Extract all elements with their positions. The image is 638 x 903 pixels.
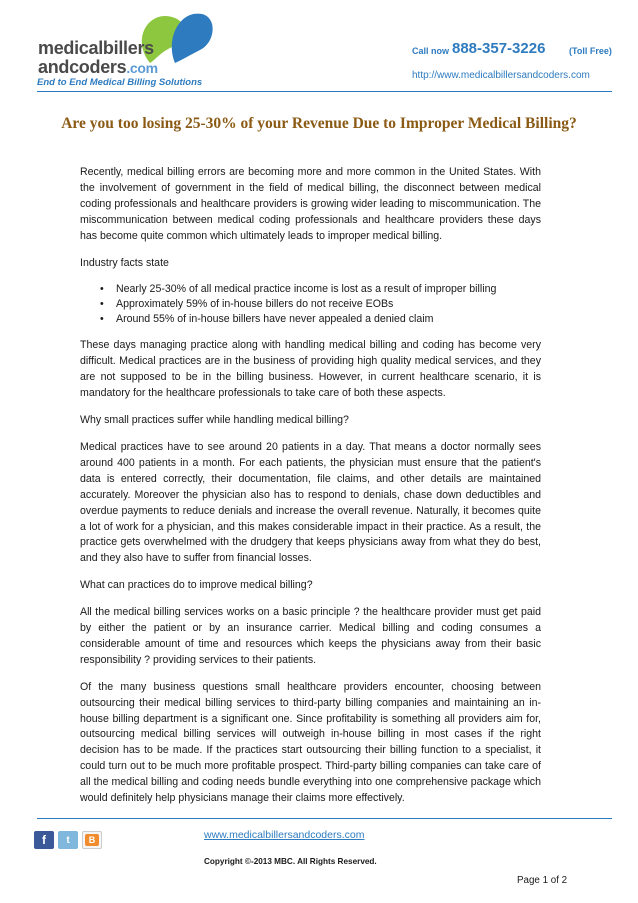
blogger-icon[interactable]: B [82, 831, 102, 849]
tagline: End to End Medical Billing Solutions [37, 77, 203, 88]
call-now-label: Call now [412, 46, 450, 56]
document-title: Are you too losing 25-30% of your Revenue Due to Improper Medical Billing? [61, 115, 577, 132]
footer-divider [37, 818, 612, 819]
paragraph-why-suffer: Why small practices suffer while handling medical billing? [80, 414, 349, 427]
paragraph-outsourcing: Of the many business questions small healthcare providers encounter, choosing between outsourcing their medical billing services to third-party billing companies and maintaining an in-house billing department is a significant one. Since profitability is something all providers aim for, outsourcing medical billing services will outweigh in-house billing in most cases if the right decision has to be made. If the practices start outsourcing their billing function to a specialist, it could turn out to be much more profitable prospect. Third-party billing companies can take care of all the medical billing and coding needs bundle everything into one comprehensive package which would definitely help physicians manage their claims more effectively. [80, 680, 541, 805]
list-item: • Approximately 59% of in-house billers do not receive EOBs [100, 297, 541, 312]
header-website-link[interactable]: http://www.medicalbillersandcoders.com [412, 70, 590, 81]
facts-list [100, 282, 541, 327]
footer-website-link[interactable]: www.medicalbillersandcoders.com [204, 829, 365, 841]
copyright-text: Copyright ©-2013 MBC. All Rights Reserved. [204, 857, 377, 866]
paragraph-intro: Recently, medical billing errors are becoming more and more common in the United States. With the involvement of government in the field of medical billing, the disconnect between medical coding professionals and healthcare providers is growing wider leading to miscommunication. The miscommunication between medical coding professionals and healthcare providers these days has become quite common which ultimately leads to improper medical billing. [80, 166, 541, 242]
logo-text-line2 [38, 57, 158, 78]
header-divider [37, 91, 612, 92]
paragraph-managing-practice: These days managing practice along with handling medical billing and coding has become very difficult. Medical practices are in the business of providing high quality medical services, and they are not supposed to be in the billing business. However, in current healthcare scenario, it is mandatory for the healthcare professionals to take care of both these aspects. [80, 339, 541, 400]
list-item: • Around 55% of in-house billers have never appealed a denied claim [100, 312, 541, 327]
company-logo [38, 8, 238, 78]
twitter-icon[interactable]: t [58, 831, 78, 849]
page-number: Page 1 of 2 [517, 875, 568, 886]
logo-text-com: .com [126, 60, 158, 76]
facebook-icon[interactable]: f [34, 831, 54, 849]
phone-number[interactable]: 888-357-3226 [452, 40, 546, 57]
paragraph-what-can-do: What can practices do to improve medical billing? [80, 579, 313, 592]
social-links [34, 831, 102, 849]
toll-free-label: (Toll Free) [569, 46, 612, 56]
paragraph-patients: Medical practices have to see around 20 patients in a day. That means a doctor normally sees around 400 patients in a month. For each patients, the physician must ensure that the patient's data is entered correctly, their documentation, file claims, and other details are maintained accurately. Moreover the physician also has to respond to denials, chase down deductibles and overdue payments to reduce denials and increase the overall revenue. Naturally, it becomes quite a lot of work for a physician, and this makes considerable impact in their practice. As a result, the practice gets overwhelmed with the drudgery that keeps physicians away from what they do best, and they also have to suffer from financial losses. [80, 440, 541, 565]
paragraph-basic-principle: All the medical billing services works on a basic principle ? the healthcare provider must get paid by either the patient or by an insurance carrier. Medical billing and coding consumes a considerable amount of time and resources which keeps the physicians away from their basic responsibility ? providing services to their patients. [80, 606, 541, 666]
paragraph-facts-heading: Industry facts state [80, 256, 169, 269]
document-body [80, 165, 541, 818]
logo-text-line1: medicalbillers [38, 38, 154, 58]
list-item: • Nearly 25-30% of all medical practice income is lost as a result of improper billing [100, 282, 541, 297]
logo-text-andcoders: andcoders [38, 57, 127, 77]
